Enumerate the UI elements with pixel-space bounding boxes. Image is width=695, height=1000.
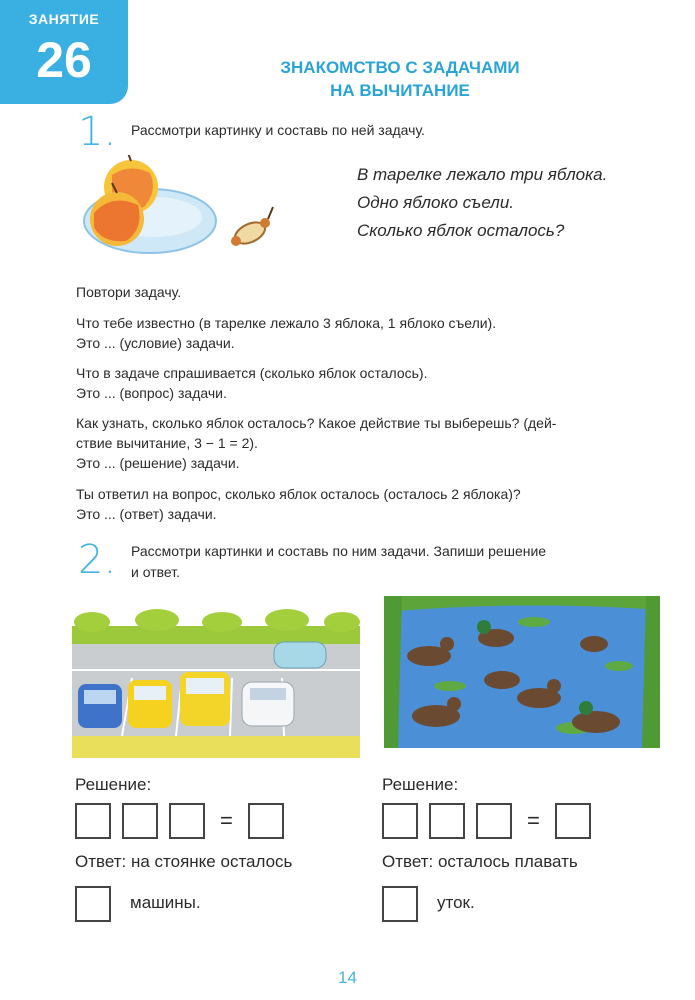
task1-paragraph: Это ... (ответ) задачи.	[76, 506, 217, 522]
task1-story-line1: В тарелке лежало три яблока.	[357, 165, 608, 184]
task2-instruction-line1: Рассмотри картинки и составь по ним задачи. Запиши решение	[131, 543, 547, 559]
left-solution-label: Решение:	[75, 775, 152, 794]
left-answer-label: Ответ: на стоянке осталось	[75, 852, 293, 871]
task1-paragraph: Это ... (решение) задачи.	[76, 455, 240, 471]
parking-lot-illustration	[72, 600, 360, 758]
right-answer-label: Ответ: осталось плавать	[382, 852, 578, 871]
left-equals-sign: =	[220, 808, 233, 833]
right-solution-box[interactable]	[476, 803, 512, 839]
right-answer-unit: уток.	[437, 893, 475, 912]
right-equals-sign: =	[527, 808, 540, 833]
page-title: ЗНАКОМСТВО С ЗАДАЧАМИ	[280, 58, 520, 77]
task1-paragraph: Что тебе известно (в тарелке лежало 3 яблока, 1 яблоко съели).	[76, 315, 497, 331]
right-solution-box[interactable]	[382, 803, 418, 839]
left-answer-box[interactable]	[75, 886, 111, 922]
right-answer-box[interactable]	[382, 886, 418, 922]
apples-plate-illustration	[72, 155, 322, 260]
task1-paragraph: Что в задаче спрашивается (сколько яблок осталось).	[76, 365, 428, 381]
task1-paragraph: Это ... (условие) задачи.	[76, 335, 235, 351]
page-subtitle: НА ВЫЧИТАНИЕ	[330, 81, 470, 100]
task1-paragraph: Ты ответил на вопрос, сколько яблок осталось (осталось 2 яблока)?	[76, 486, 521, 502]
task1-paragraph: Повтори задачу.	[76, 284, 182, 300]
task1-paragraph: ствие вычитание, 3 − 1 = 2).	[76, 435, 258, 451]
task1-story-line2: Одно яблоко съели.	[357, 193, 515, 212]
task2-number: 2.	[78, 537, 117, 583]
right-result-box[interactable]	[555, 803, 591, 839]
task2-instruction-line2: и ответ.	[131, 564, 180, 580]
lesson-number: 26	[36, 32, 92, 88]
task1-paragraph: Как узнать, сколько яблок осталось? Какое действие ты выберешь? (дей-	[76, 415, 557, 431]
left-solution-box[interactable]	[75, 803, 111, 839]
left-solution-box[interactable]	[169, 803, 205, 839]
lesson-badge	[0, 0, 128, 104]
right-solution-box[interactable]	[429, 803, 465, 839]
lesson-label: ЗАНЯТИЕ	[28, 11, 100, 27]
left-answer-unit: машины.	[130, 893, 201, 912]
right-solution-label: Решение:	[382, 775, 459, 794]
ducks-pond-illustration	[384, 596, 660, 748]
task1-story-line3: Сколько яблок осталось?	[357, 221, 565, 240]
left-solution-box[interactable]	[122, 803, 158, 839]
page-number: 14	[338, 968, 357, 987]
task1-number: 1.	[78, 109, 117, 155]
left-result-box[interactable]	[248, 803, 284, 839]
task1-instruction: Рассмотри картинку и составь по ней задачу.	[131, 122, 425, 138]
task1-paragraph: Это ... (вопрос) задачи.	[76, 385, 227, 401]
